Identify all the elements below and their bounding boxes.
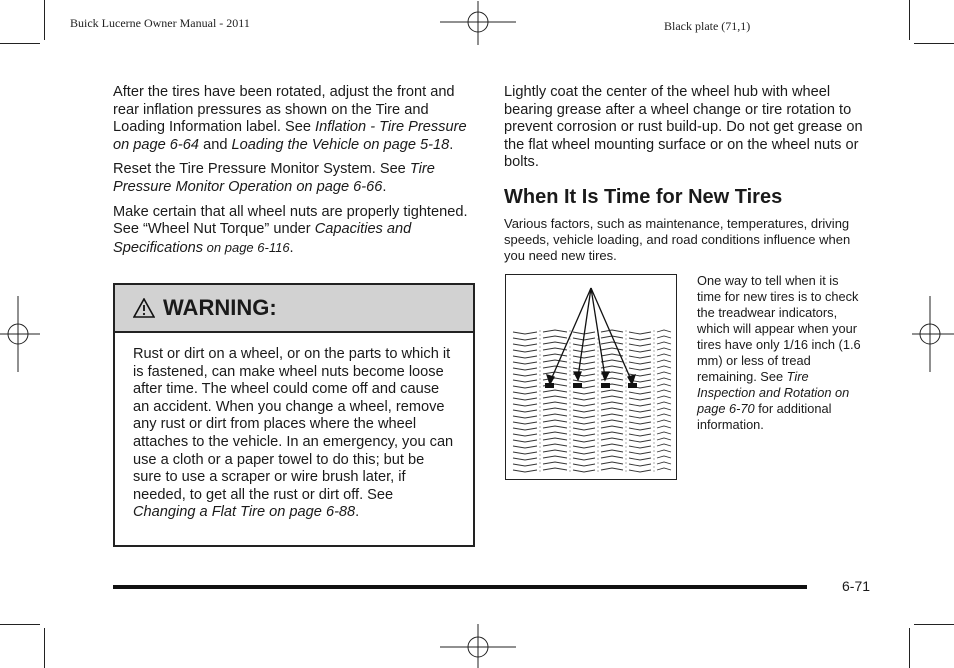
link-loading[interactable]: Loading the Vehicle on page 5-18 <box>231 136 450 153</box>
paragraph-wheel-nuts <box>113 204 478 258</box>
warning-triangle-icon <box>133 298 155 318</box>
crop-mark <box>909 0 910 40</box>
plate-label: Black plate (71,1) <box>664 19 751 33</box>
crop-mark <box>44 0 45 40</box>
registration-mark-icon <box>912 296 954 372</box>
text: Reset the Tire Pressure Monitor System. See <box>113 161 410 178</box>
text: . <box>355 504 360 521</box>
registration-mark-icon <box>0 296 40 372</box>
crop-mark <box>909 628 910 668</box>
paragraph-rotation <box>113 84 478 154</box>
footer-rule <box>113 585 807 589</box>
paragraph-factors: Various factors, such as maintenance, temperatures, driving speeds, vehicle loading, and road conditions influence when you need new tires. <box>504 216 851 263</box>
text: Rust or dirt on a wheel, or on the parts to which it is fastened, can make wheel nuts become loose after time. The wheel could come off and cause an accident. When you change a wheel, remove any rust or dirt from places where the wheel attaches to the vehicle. In an emergency, you can use a cloth or a paper towel to do this; but be sure to use a scraper or wire brush later, if needed, to get all the rust or dirt off. See <box>133 346 454 503</box>
treadwear-indicator-illustration <box>505 274 677 480</box>
link-tire-inspection[interactable]: Tire Inspection and Rotation on page 6-70 <box>697 369 850 416</box>
crop-mark <box>44 628 45 668</box>
warning-title: WARNING: <box>163 295 277 320</box>
text: . <box>449 136 454 153</box>
warning-header <box>115 285 473 333</box>
crop-mark <box>914 624 954 625</box>
warning-box <box>113 283 475 547</box>
paragraph-grease: Lightly coat the center of the wheel hub with wheel bearing grease after a wheel change or tire rotation to prevent corrosion or rust build-up. Do not get grease on the flat wheel mounting surface or on the wheel nuts or bolts. <box>504 84 863 171</box>
crop-mark <box>0 43 40 44</box>
text: Make certain that all wheel nuts are properly tightened. See “Wheel Nut Torque” under <box>113 203 468 238</box>
left-column <box>113 84 478 257</box>
text: . <box>382 178 387 195</box>
text: One way to tell when it is time for new tires is to check the treadwear indicators, which will appear when your tires have only 1/16 inch (1.6 mm) or less of tread remaining. See <box>697 273 861 384</box>
page-number: 6-71 <box>842 578 871 594</box>
registration-mark-icon <box>440 624 516 668</box>
text: . <box>289 239 294 256</box>
link-flat-tire[interactable]: Changing a Flat Tire on page 6-88 <box>133 504 356 521</box>
link-text: Capacities and Specifications <box>113 221 412 256</box>
section-heading: When It Is Time for New Tires <box>504 186 783 208</box>
link-tpms[interactable]: Tire Pressure Monitor Operation on page 6-66 <box>113 161 435 195</box>
crop-mark <box>914 43 954 44</box>
crop-mark <box>0 624 40 625</box>
paragraph-reset <box>113 161 478 196</box>
text: for additional information. <box>697 401 832 432</box>
paragraph-treadwear <box>697 273 865 433</box>
registration-mark-icon <box>440 1 516 45</box>
warning-body <box>115 333 473 522</box>
text: and <box>199 136 232 153</box>
link-text: on page 6-116 <box>203 239 290 255</box>
link-inflation[interactable]: Inflation - Tire Pressure on page 6-64 <box>113 119 467 153</box>
text: After the tires have been rotated, adjust the front and rear inflation pressures as shown on the Tire and Loading Information label. See <box>113 84 455 136</box>
manual-title: Buick Lucerne Owner Manual - 2011 <box>70 16 250 30</box>
